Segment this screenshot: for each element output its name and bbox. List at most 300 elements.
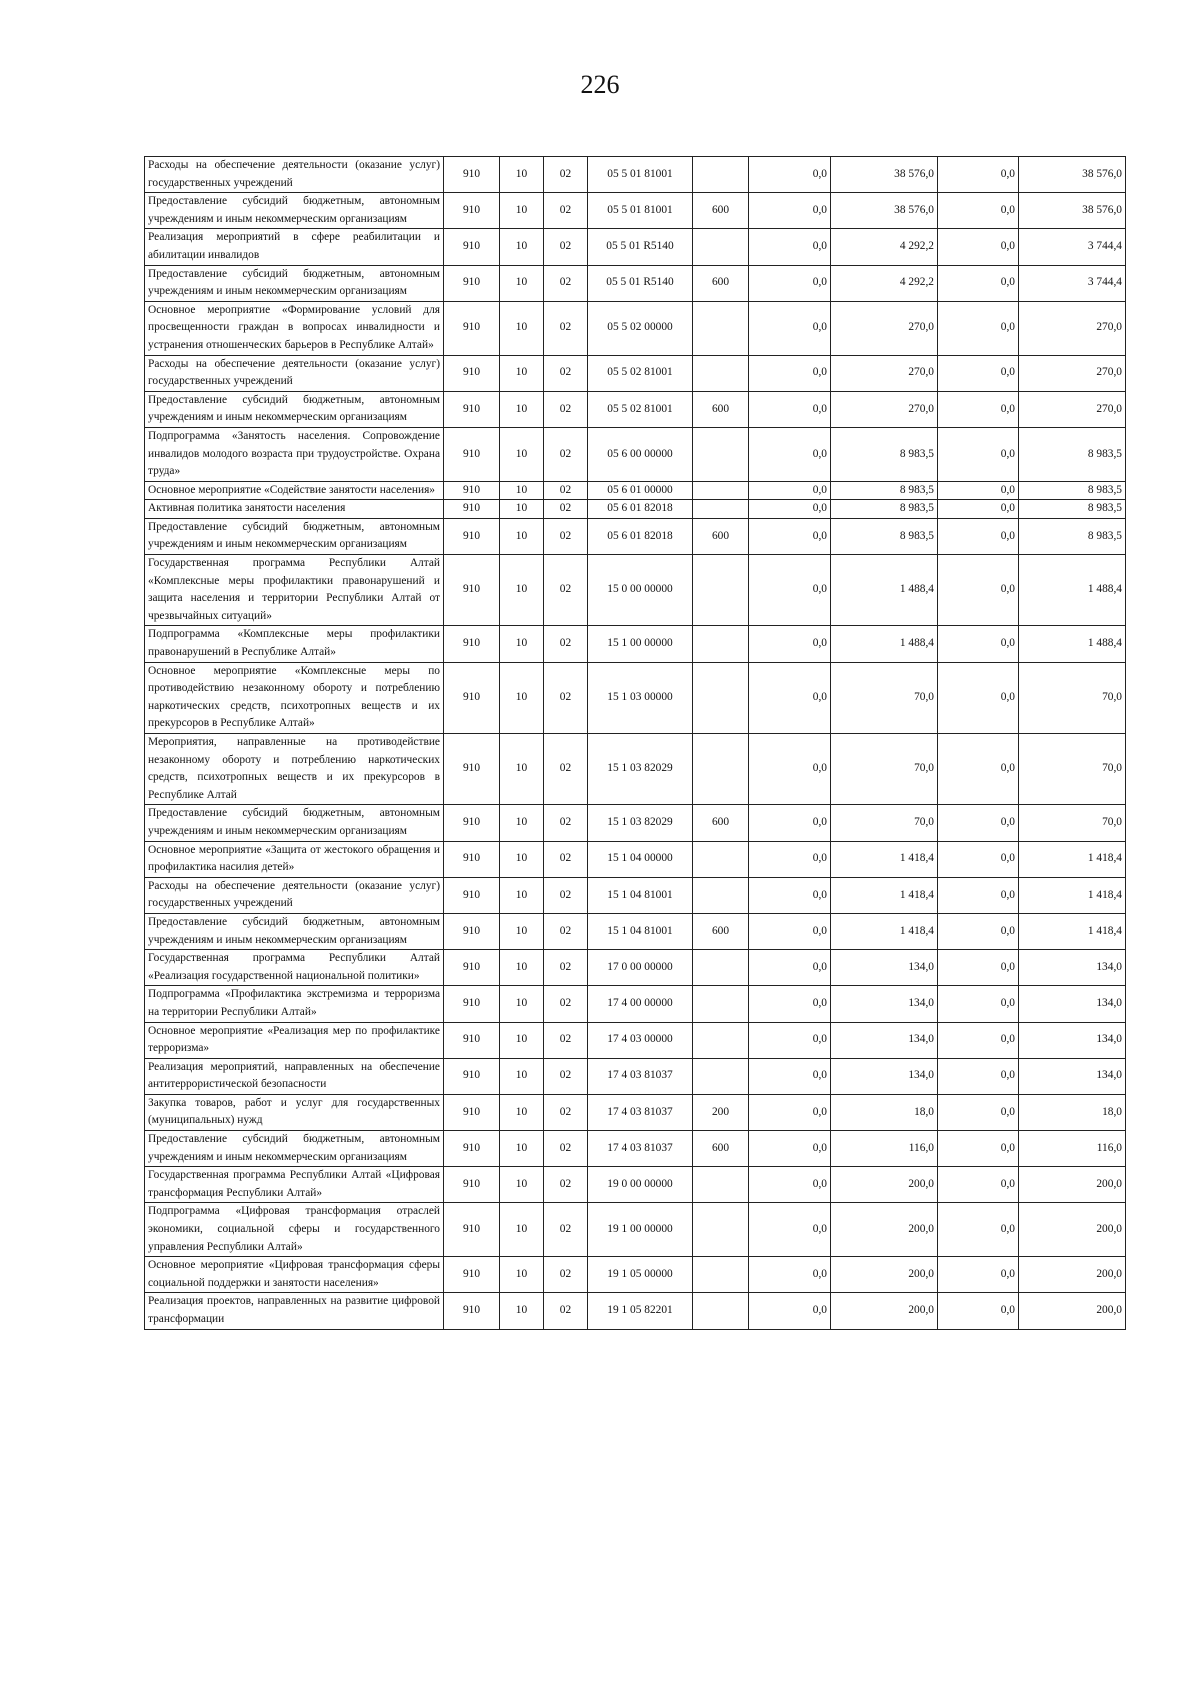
- cell-rz: 10: [500, 1022, 544, 1058]
- cell-value-4: 1 488,4: [1019, 555, 1126, 626]
- cell-value-1: 0,0: [749, 355, 831, 391]
- cell-value-4: 38 576,0: [1019, 157, 1126, 193]
- cell-csr: 15 1 04 81001: [588, 913, 693, 949]
- cell-value-3: 0,0: [938, 1167, 1019, 1203]
- cell-vr: [693, 1293, 749, 1329]
- table-row: [145, 1167, 1126, 1203]
- cell-pr: 02: [544, 427, 588, 481]
- budget-table: [144, 156, 1126, 1330]
- cell-name: Предоставление субсидий бюджетным, автономным учреждениям и иным некоммерческим организациям: [145, 265, 444, 301]
- cell-rz: 10: [500, 555, 544, 626]
- cell-csr: 15 1 04 81001: [588, 877, 693, 913]
- cell-csr: 15 1 03 82029: [588, 805, 693, 841]
- cell-name: Подпрограмма «Занятость населения. Сопровождение инвалидов молодого возраста при трудоустройстве. Охрана труда»: [145, 427, 444, 481]
- cell-ved: 910: [444, 391, 500, 427]
- cell-value-2: 8 983,5: [831, 427, 938, 481]
- cell-rz: 10: [500, 1131, 544, 1167]
- cell-value-4: 134,0: [1019, 1022, 1126, 1058]
- cell-rz: 10: [500, 626, 544, 662]
- cell-rz: 10: [500, 229, 544, 265]
- cell-ved: 910: [444, 1167, 500, 1203]
- cell-vr: 600: [693, 193, 749, 229]
- cell-csr: 05 5 02 81001: [588, 391, 693, 427]
- cell-rz: 10: [500, 805, 544, 841]
- cell-csr: 15 1 00 00000: [588, 626, 693, 662]
- cell-value-1: 0,0: [749, 1058, 831, 1094]
- table-row: [145, 355, 1126, 391]
- cell-ved: 910: [444, 986, 500, 1022]
- cell-vr: 600: [693, 913, 749, 949]
- cell-value-3: 0,0: [938, 355, 1019, 391]
- cell-value-1: 0,0: [749, 301, 831, 355]
- cell-vr: [693, 877, 749, 913]
- cell-value-3: 0,0: [938, 518, 1019, 554]
- cell-vr: [693, 481, 749, 500]
- cell-value-3: 0,0: [938, 427, 1019, 481]
- cell-value-3: 0,0: [938, 555, 1019, 626]
- cell-value-4: 134,0: [1019, 1058, 1126, 1094]
- cell-value-2: 134,0: [831, 1022, 938, 1058]
- cell-value-2: 270,0: [831, 391, 938, 427]
- cell-rz: 10: [500, 301, 544, 355]
- cell-vr: [693, 355, 749, 391]
- cell-ved: 910: [444, 841, 500, 877]
- cell-rz: 10: [500, 841, 544, 877]
- cell-vr: [693, 1257, 749, 1293]
- cell-csr: 05 5 01 R5140: [588, 265, 693, 301]
- cell-value-3: 0,0: [938, 1094, 1019, 1130]
- cell-vr: [693, 229, 749, 265]
- table-row: [145, 1257, 1126, 1293]
- cell-rz: 10: [500, 391, 544, 427]
- cell-ved: 910: [444, 193, 500, 229]
- cell-value-1: 0,0: [749, 481, 831, 500]
- cell-value-4: 200,0: [1019, 1293, 1126, 1329]
- cell-value-3: 0,0: [938, 986, 1019, 1022]
- cell-rz: 10: [500, 950, 544, 986]
- cell-value-2: 200,0: [831, 1203, 938, 1257]
- cell-vr: [693, 301, 749, 355]
- cell-rz: 10: [500, 1058, 544, 1094]
- cell-name: Предоставление субсидий бюджетным, автономным учреждениям и иным некоммерческим организациям: [145, 1131, 444, 1167]
- cell-value-3: 0,0: [938, 877, 1019, 913]
- cell-name: Подпрограмма «Профилактика экстремизма и терроризма на территории Республики Алтай»: [145, 986, 444, 1022]
- cell-pr: 02: [544, 1022, 588, 1058]
- cell-ved: 910: [444, 1257, 500, 1293]
- cell-name: Закупка товаров, работ и услуг для государственных (муниципальных) нужд: [145, 1094, 444, 1130]
- cell-value-4: 8 983,5: [1019, 518, 1126, 554]
- cell-value-2: 270,0: [831, 355, 938, 391]
- cell-value-2: 1 418,4: [831, 841, 938, 877]
- cell-value-2: 270,0: [831, 301, 938, 355]
- cell-value-1: 0,0: [749, 950, 831, 986]
- cell-rz: 10: [500, 734, 544, 805]
- cell-value-1: 0,0: [749, 1022, 831, 1058]
- table-row: [145, 391, 1126, 427]
- table-row: [145, 734, 1126, 805]
- cell-value-2: 1 488,4: [831, 555, 938, 626]
- cell-pr: 02: [544, 555, 588, 626]
- cell-value-4: 1 418,4: [1019, 913, 1126, 949]
- cell-vr: [693, 662, 749, 733]
- cell-value-2: 8 983,5: [831, 518, 938, 554]
- cell-pr: 02: [544, 1257, 588, 1293]
- cell-vr: [693, 1058, 749, 1094]
- cell-value-2: 134,0: [831, 986, 938, 1022]
- cell-name: Расходы на обеспечение деятельности (оказание услуг) государственных учреждений: [145, 355, 444, 391]
- table-row: [145, 1094, 1126, 1130]
- cell-value-4: 70,0: [1019, 662, 1126, 733]
- cell-value-4: 116,0: [1019, 1131, 1126, 1167]
- cell-rz: 10: [500, 481, 544, 500]
- table-row: [145, 265, 1126, 301]
- cell-value-1: 0,0: [749, 1131, 831, 1167]
- cell-rz: 10: [500, 193, 544, 229]
- cell-pr: 02: [544, 986, 588, 1022]
- cell-vr: [693, 626, 749, 662]
- cell-pr: 02: [544, 841, 588, 877]
- cell-value-3: 0,0: [938, 500, 1019, 519]
- table-row: [145, 877, 1126, 913]
- cell-rz: 10: [500, 500, 544, 519]
- cell-value-3: 0,0: [938, 950, 1019, 986]
- cell-name: Основное мероприятие «Реализация мер по профилактике терроризма»: [145, 1022, 444, 1058]
- table-row: [145, 229, 1126, 265]
- cell-ved: 910: [444, 500, 500, 519]
- cell-name: Основное мероприятие «Комплексные меры по противодействию незаконному обороту и потреблению наркотических средств, психотропных веществ и их прекурсоров в Республике Алтай»: [145, 662, 444, 733]
- cell-rz: 10: [500, 877, 544, 913]
- cell-value-3: 0,0: [938, 1257, 1019, 1293]
- cell-pr: 02: [544, 301, 588, 355]
- cell-value-2: 116,0: [831, 1131, 938, 1167]
- cell-value-3: 0,0: [938, 841, 1019, 877]
- cell-value-2: 38 576,0: [831, 193, 938, 229]
- cell-pr: 02: [544, 626, 588, 662]
- cell-value-2: 200,0: [831, 1167, 938, 1203]
- cell-value-1: 0,0: [749, 193, 831, 229]
- cell-ved: 910: [444, 1058, 500, 1094]
- cell-ved: 910: [444, 734, 500, 805]
- cell-value-2: 200,0: [831, 1293, 938, 1329]
- cell-value-3: 0,0: [938, 734, 1019, 805]
- cell-ved: 910: [444, 950, 500, 986]
- cell-pr: 02: [544, 229, 588, 265]
- cell-value-2: 38 576,0: [831, 157, 938, 193]
- cell-value-3: 0,0: [938, 1131, 1019, 1167]
- page-number: 226: [580, 70, 620, 99]
- cell-value-4: 18,0: [1019, 1094, 1126, 1130]
- cell-pr: 02: [544, 1167, 588, 1203]
- cell-value-4: 38 576,0: [1019, 193, 1126, 229]
- cell-ved: 910: [444, 555, 500, 626]
- cell-pr: 02: [544, 1058, 588, 1094]
- cell-vr: [693, 1022, 749, 1058]
- cell-value-3: 0,0: [938, 662, 1019, 733]
- cell-csr: 19 1 05 00000: [588, 1257, 693, 1293]
- cell-value-3: 0,0: [938, 805, 1019, 841]
- cell-value-1: 0,0: [749, 626, 831, 662]
- cell-name: Предоставление субсидий бюджетным, автономным учреждениям и иным некоммерческим организациям: [145, 391, 444, 427]
- cell-pr: 02: [544, 355, 588, 391]
- cell-value-4: 134,0: [1019, 950, 1126, 986]
- table-body: [145, 157, 1126, 1330]
- cell-name: Основное мероприятие «Цифровая трансформация сферы социальной поддержки и занятости населения»: [145, 1257, 444, 1293]
- cell-ved: 910: [444, 229, 500, 265]
- table-row: [145, 1058, 1126, 1094]
- cell-vr: 600: [693, 805, 749, 841]
- cell-csr: 17 0 00 00000: [588, 950, 693, 986]
- cell-csr: 15 1 03 00000: [588, 662, 693, 733]
- cell-ved: 910: [444, 518, 500, 554]
- cell-pr: 02: [544, 265, 588, 301]
- cell-value-1: 0,0: [749, 518, 831, 554]
- cell-value-4: 1 488,4: [1019, 626, 1126, 662]
- cell-name: Подпрограмма «Комплексные меры профилактики правонарушений в Республике Алтай»: [145, 626, 444, 662]
- cell-value-1: 0,0: [749, 1293, 831, 1329]
- cell-value-2: 18,0: [831, 1094, 938, 1130]
- cell-rz: 10: [500, 1257, 544, 1293]
- table-row: [145, 157, 1126, 193]
- cell-csr: 17 4 03 81037: [588, 1131, 693, 1167]
- cell-value-1: 0,0: [749, 841, 831, 877]
- cell-pr: 02: [544, 805, 588, 841]
- cell-pr: 02: [544, 950, 588, 986]
- cell-value-3: 0,0: [938, 391, 1019, 427]
- cell-name: Предоставление субсидий бюджетным, автономным учреждениям и иным некоммерческим организациям: [145, 805, 444, 841]
- cell-csr: 17 4 03 81037: [588, 1058, 693, 1094]
- cell-value-2: 1 418,4: [831, 913, 938, 949]
- cell-vr: [693, 841, 749, 877]
- cell-csr: 05 5 01 R5140: [588, 229, 693, 265]
- cell-value-1: 0,0: [749, 877, 831, 913]
- cell-value-1: 0,0: [749, 391, 831, 427]
- cell-name: Предоставление субсидий бюджетным, автономным учреждениям и иным некоммерческим организациям: [145, 518, 444, 554]
- table-row: [145, 841, 1126, 877]
- cell-csr: 05 5 01 81001: [588, 157, 693, 193]
- cell-value-4: 200,0: [1019, 1203, 1126, 1257]
- cell-rz: 10: [500, 518, 544, 554]
- cell-value-2: 1 488,4: [831, 626, 938, 662]
- cell-value-3: 0,0: [938, 481, 1019, 500]
- cell-name: Расходы на обеспечение деятельности (оказание услуг) государственных учреждений: [145, 157, 444, 193]
- cell-value-1: 0,0: [749, 805, 831, 841]
- cell-name: Основное мероприятие «Защита от жестокого обращения и профилактика насилия детей»: [145, 841, 444, 877]
- cell-value-3: 0,0: [938, 301, 1019, 355]
- cell-csr: 19 1 00 00000: [588, 1203, 693, 1257]
- cell-csr: 05 6 01 00000: [588, 481, 693, 500]
- cell-value-1: 0,0: [749, 157, 831, 193]
- cell-value-3: 0,0: [938, 157, 1019, 193]
- cell-vr: [693, 427, 749, 481]
- cell-value-4: 3 744,4: [1019, 265, 1126, 301]
- cell-value-1: 0,0: [749, 1203, 831, 1257]
- cell-pr: 02: [544, 518, 588, 554]
- cell-rz: 10: [500, 157, 544, 193]
- cell-csr: 15 1 04 00000: [588, 841, 693, 877]
- cell-vr: 600: [693, 518, 749, 554]
- cell-pr: 02: [544, 877, 588, 913]
- cell-ved: 910: [444, 1293, 500, 1329]
- cell-name: Основное мероприятие «Содействие занятости населения»: [145, 481, 444, 500]
- cell-csr: 19 0 00 00000: [588, 1167, 693, 1203]
- cell-ved: 910: [444, 301, 500, 355]
- cell-vr: [693, 500, 749, 519]
- cell-vr: 200: [693, 1094, 749, 1130]
- cell-value-2: 4 292,2: [831, 265, 938, 301]
- cell-pr: 02: [544, 193, 588, 229]
- cell-vr: 600: [693, 265, 749, 301]
- table-row: [145, 662, 1126, 733]
- cell-vr: [693, 734, 749, 805]
- cell-name: Государственная программа Республики Алтай «Реализация государственной национальной политики»: [145, 950, 444, 986]
- cell-value-2: 200,0: [831, 1257, 938, 1293]
- cell-ved: 910: [444, 877, 500, 913]
- table-row: [145, 555, 1126, 626]
- cell-value-3: 0,0: [938, 229, 1019, 265]
- cell-name: Реализация проектов, направленных на развитие цифровой трансформации: [145, 1293, 444, 1329]
- cell-ved: 910: [444, 662, 500, 733]
- cell-csr: 15 1 03 82029: [588, 734, 693, 805]
- cell-pr: 02: [544, 1131, 588, 1167]
- cell-csr: 15 0 00 00000: [588, 555, 693, 626]
- table-row: [145, 913, 1126, 949]
- cell-name: Активная политика занятости населения: [145, 500, 444, 519]
- cell-csr: 05 5 02 00000: [588, 301, 693, 355]
- cell-value-2: 4 292,2: [831, 229, 938, 265]
- cell-value-3: 0,0: [938, 1022, 1019, 1058]
- cell-name: Подпрограмма «Цифровая трансформация отраслей экономики, социальной сферы и государственного управления Республики Алтай»: [145, 1203, 444, 1257]
- cell-value-3: 0,0: [938, 265, 1019, 301]
- cell-value-2: 1 418,4: [831, 877, 938, 913]
- cell-value-3: 0,0: [938, 193, 1019, 229]
- cell-value-2: 70,0: [831, 805, 938, 841]
- cell-csr: 05 5 02 81001: [588, 355, 693, 391]
- cell-vr: [693, 986, 749, 1022]
- cell-csr: 19 1 05 82201: [588, 1293, 693, 1329]
- cell-pr: 02: [544, 481, 588, 500]
- table-row: [145, 193, 1126, 229]
- cell-value-3: 0,0: [938, 1203, 1019, 1257]
- cell-pr: 02: [544, 913, 588, 949]
- cell-value-4: 8 983,5: [1019, 481, 1126, 500]
- cell-name: Предоставление субсидий бюджетным, автономным учреждениям и иным некоммерческим организациям: [145, 913, 444, 949]
- cell-ved: 910: [444, 626, 500, 662]
- cell-ved: 910: [444, 1022, 500, 1058]
- cell-ved: 910: [444, 1094, 500, 1130]
- cell-rz: 10: [500, 355, 544, 391]
- cell-value-1: 0,0: [749, 734, 831, 805]
- cell-csr: 17 4 03 81037: [588, 1094, 693, 1130]
- table-row: [145, 1203, 1126, 1257]
- cell-value-1: 0,0: [749, 662, 831, 733]
- cell-value-4: 70,0: [1019, 805, 1126, 841]
- cell-name: Реализация мероприятий в сфере реабилитации и абилитации инвалидов: [145, 229, 444, 265]
- cell-value-3: 0,0: [938, 1293, 1019, 1329]
- cell-ved: 910: [444, 481, 500, 500]
- cell-value-1: 0,0: [749, 500, 831, 519]
- cell-csr: 05 5 01 81001: [588, 193, 693, 229]
- cell-rz: 10: [500, 1094, 544, 1130]
- cell-name: Государственная программа Республики Алтай «Цифровая трансформация Республики Алтай»: [145, 1167, 444, 1203]
- cell-value-1: 0,0: [749, 986, 831, 1022]
- cell-vr: [693, 1203, 749, 1257]
- table-row: [145, 1131, 1126, 1167]
- cell-rz: 10: [500, 427, 544, 481]
- cell-csr: 17 4 03 00000: [588, 1022, 693, 1058]
- cell-vr: [693, 1167, 749, 1203]
- cell-vr: [693, 555, 749, 626]
- cell-value-4: 70,0: [1019, 734, 1126, 805]
- cell-value-2: 8 983,5: [831, 481, 938, 500]
- table-row: [145, 500, 1126, 519]
- cell-value-4: 1 418,4: [1019, 877, 1126, 913]
- table-row: [145, 986, 1126, 1022]
- cell-vr: 600: [693, 391, 749, 427]
- cell-ved: 910: [444, 265, 500, 301]
- table-row: [145, 518, 1126, 554]
- cell-value-4: 270,0: [1019, 355, 1126, 391]
- cell-rz: 10: [500, 662, 544, 733]
- cell-value-4: 270,0: [1019, 301, 1126, 355]
- cell-value-2: 134,0: [831, 1058, 938, 1094]
- cell-pr: 02: [544, 662, 588, 733]
- cell-value-3: 0,0: [938, 626, 1019, 662]
- cell-ved: 910: [444, 913, 500, 949]
- cell-vr: [693, 950, 749, 986]
- table-row: [145, 301, 1126, 355]
- cell-csr: 05 6 00 00000: [588, 427, 693, 481]
- cell-pr: 02: [544, 734, 588, 805]
- cell-pr: 02: [544, 1203, 588, 1257]
- cell-rz: 10: [500, 1293, 544, 1329]
- cell-value-2: 70,0: [831, 734, 938, 805]
- table-row: [145, 427, 1126, 481]
- cell-name: Расходы на обеспечение деятельности (оказание услуг) государственных учреждений: [145, 877, 444, 913]
- cell-value-4: 200,0: [1019, 1257, 1126, 1293]
- cell-value-2: 134,0: [831, 950, 938, 986]
- cell-ved: 910: [444, 1131, 500, 1167]
- cell-rz: 10: [500, 1167, 544, 1203]
- cell-value-4: 270,0: [1019, 391, 1126, 427]
- cell-value-1: 0,0: [749, 1094, 831, 1130]
- cell-vr: [693, 157, 749, 193]
- cell-ved: 910: [444, 1203, 500, 1257]
- cell-ved: 910: [444, 355, 500, 391]
- cell-value-3: 0,0: [938, 913, 1019, 949]
- cell-value-2: 70,0: [831, 662, 938, 733]
- table-row: [145, 805, 1126, 841]
- cell-vr: 600: [693, 1131, 749, 1167]
- table-row: [145, 626, 1126, 662]
- cell-value-3: 0,0: [938, 1058, 1019, 1094]
- table-row: [145, 1022, 1126, 1058]
- cell-value-4: 134,0: [1019, 986, 1126, 1022]
- cell-value-1: 0,0: [749, 427, 831, 481]
- table-row: [145, 1293, 1126, 1329]
- cell-value-1: 0,0: [749, 1257, 831, 1293]
- cell-ved: 910: [444, 427, 500, 481]
- cell-pr: 02: [544, 500, 588, 519]
- cell-value-1: 0,0: [749, 229, 831, 265]
- cell-name: Мероприятия, направленные на противодействие незаконному обороту и потреблению наркотических средств, психотропных веществ и их прекурсоров в Республике Алтай: [145, 734, 444, 805]
- table-row: [145, 481, 1126, 500]
- cell-value-1: 0,0: [749, 1167, 831, 1203]
- cell-value-1: 0,0: [749, 913, 831, 949]
- cell-value-4: 3 744,4: [1019, 229, 1126, 265]
- cell-pr: 02: [544, 1293, 588, 1329]
- table-row: [145, 950, 1126, 986]
- cell-value-1: 0,0: [749, 555, 831, 626]
